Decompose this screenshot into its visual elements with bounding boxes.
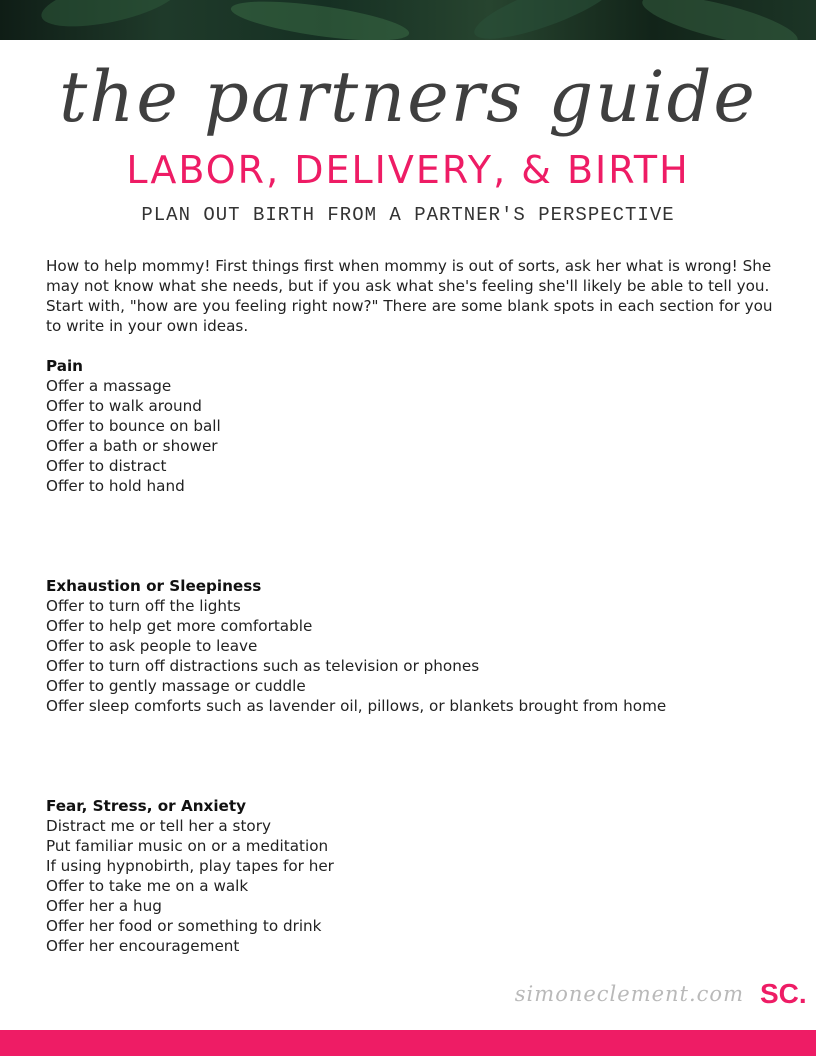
section-exhaustion (46, 576, 774, 716)
list-item: Offer to distract (46, 457, 167, 475)
page-subtitle: LABOR, DELIVERY, & BIRTH (126, 148, 690, 192)
list-item: Offer to turn off distractions such as television or phones (46, 657, 480, 675)
footer-website[interactable]: simoneclement.com (514, 982, 744, 1006)
section-pain (46, 356, 774, 496)
list-item: Offer to help get more comfortable (46, 617, 313, 635)
list-item: Offer to ask people to leave (46, 637, 258, 655)
list-item: Offer to gently massage or cuddle (46, 677, 306, 695)
section-list (46, 596, 774, 716)
list-item: Offer to turn off the lights (46, 597, 241, 615)
list-item: Offer to hold hand (46, 477, 185, 495)
list-item: Offer her a hug (46, 897, 162, 915)
section-heading: Fear, Stress, or Anxiety (46, 797, 246, 815)
section-heading: Exhaustion or Sleepiness (46, 577, 262, 595)
list-item: Offer sleep comforts such as lavender oil, pillows, or blankets brought from home (46, 697, 667, 715)
intro-paragraph: How to help mommy! First things first when mommy is out of sorts, ask her what is wrong! She may not know what she needs, but if you ask what she's feeling she'll likely be able to tell you. Start with, "how are you feeling right now?" There are some blank spots in each section for you to write in your own ideas. (46, 257, 773, 335)
list-item: Offer her food or something to drink (46, 917, 322, 935)
list-item: Put familiar music on or a meditation (46, 837, 329, 855)
list-item: Offer a bath or shower (46, 437, 218, 455)
leaf-shape (468, 0, 621, 40)
leaf-shape (37, 0, 182, 36)
top-banner-photo (0, 0, 816, 40)
list-item: Offer to walk around (46, 397, 202, 415)
brand-logo: SC. (760, 978, 807, 1009)
page-title: the partners guide (59, 56, 757, 138)
leaf-shape (638, 0, 801, 40)
list-item: Offer her encouragement (46, 937, 240, 955)
section-heading: Pain (46, 357, 83, 375)
list-item: If using hypnobirth, play tapes for her (46, 857, 334, 875)
list-item: Offer to bounce on ball (46, 417, 221, 435)
list-item: Offer to take me on a walk (46, 877, 249, 895)
section-fear (46, 796, 774, 956)
bottom-accent-bar (0, 1030, 816, 1056)
section-list (46, 816, 774, 956)
section-list (46, 376, 774, 496)
page-tagline: PLAN OUT BIRTH FROM A PARTNER'S PERSPECTIVE (141, 204, 675, 226)
list-item: Distract me or tell her a story (46, 817, 271, 835)
list-item: Offer a massage (46, 377, 172, 395)
leaf-shape (229, 0, 411, 40)
